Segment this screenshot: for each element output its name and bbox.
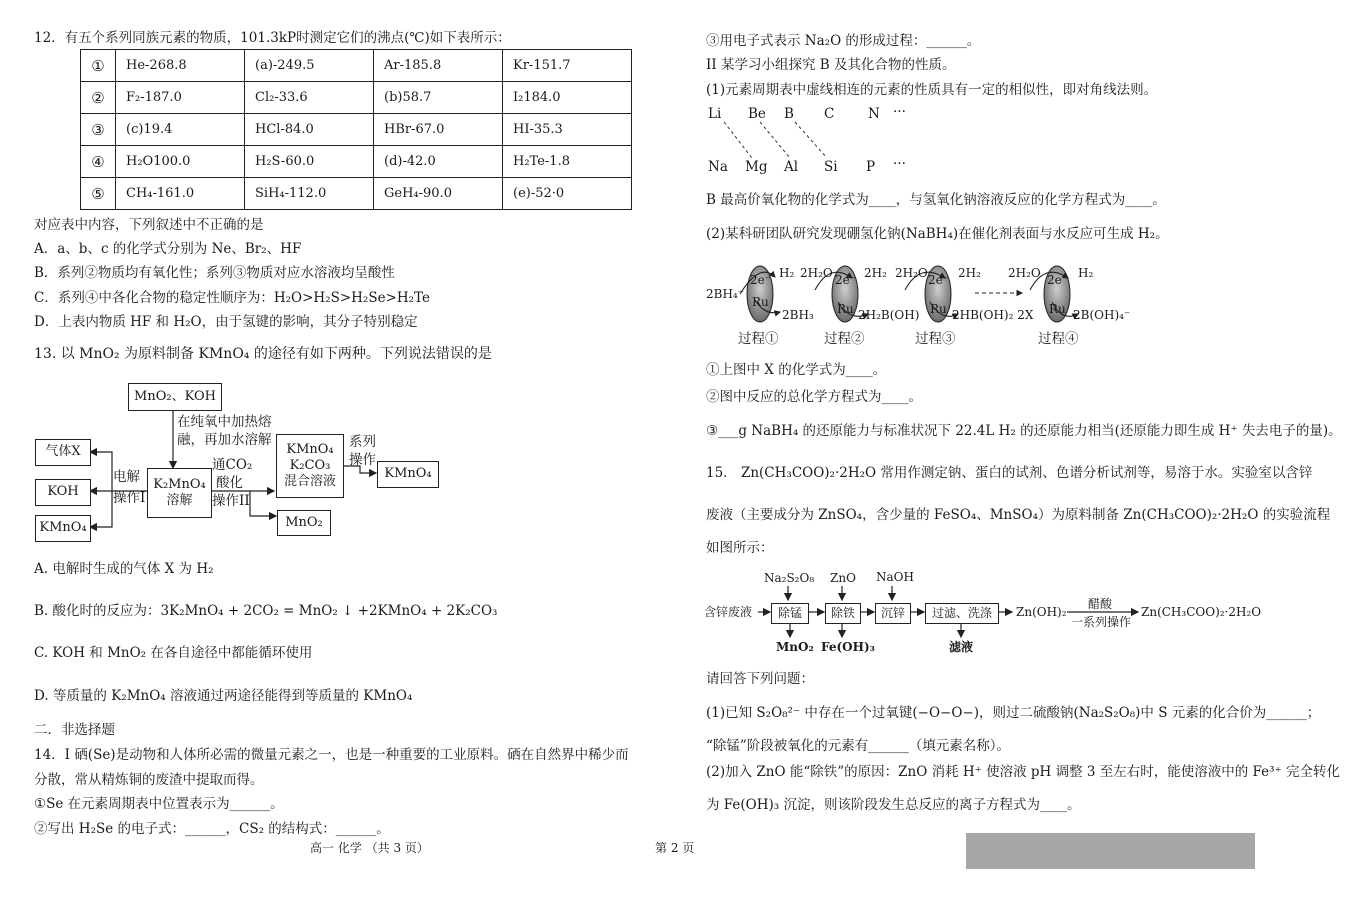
table-cell: F₂-187.0	[116, 82, 245, 114]
r-line-8: ③___g NaBH₄ 的还原能力与标准状况下 22.4L H₂ 的还原能力相当(还原能力即生成 H⁺ 失去电子的量)。	[706, 423, 1342, 439]
q14-line-4: ②写出 H₂Se 的电子式：______，CS₂ 的结构式：______。	[34, 821, 390, 837]
mech-ru-1: Ru	[752, 295, 769, 309]
q13-acidify: 酸化	[216, 475, 243, 491]
q13-co2: 通CO₂	[212, 457, 253, 473]
mech-ru-2: Ru	[837, 302, 854, 316]
q15-in-na2s2o8: Na₂S₂O₈	[764, 571, 815, 585]
table-cell: Ar-185.8	[374, 50, 503, 82]
table-cell: CH₄-161.0	[116, 178, 245, 210]
elem-n: N	[868, 106, 880, 122]
q12-option-b: B．系列②物质均有氧化性；系列③物质对应水溶液均呈酸性	[34, 265, 395, 281]
r-line-12: (2)加入 ZnO 能“除铁”的原因：ZnO 消耗 H⁺ 使溶液 pH 调整 3 至左右时，能使溶液中的 Fe³⁺ 完全转化	[706, 764, 1340, 780]
elem-mg: Mg	[745, 159, 768, 175]
mech-label-4: 过程④	[1038, 331, 1079, 347]
elem-ellipsis-1: ···	[893, 104, 906, 120]
table-cell: HI-35.3	[503, 114, 632, 146]
footer-left: 高一 化学 （共 3 页）	[310, 841, 429, 855]
table-cell: Kr-151.7	[503, 50, 632, 82]
q15-line-2: 废液（主要成分为 ZnSO₄，含少量的 FeSO₄、MnSO₄）为原料制备 Zn(CH₃COO)₂·2H₂O 的实验流程	[706, 507, 1331, 523]
q14-line-3: ①Se 在元素周期表中位置表示为______。	[34, 796, 284, 812]
r-line-3: (1)元素周期表中虚线相连的元素的性质具有一定的相似性，即对角线法则。	[706, 82, 1158, 98]
q13-mix-kmno4: KMnO₄	[286, 441, 334, 457]
table-cell: (c)19.4	[116, 114, 245, 146]
series-number: ④	[81, 146, 116, 178]
q12-stem: 12．有五个系列同族元素的物质，101.3kP时测定它们的沸点(℃)如下表所示：	[34, 30, 511, 46]
gray-redaction-block	[966, 833, 1255, 869]
q13-mix-k2co3: K₂CO₃	[289, 457, 331, 473]
mech-label-3: 过程③	[915, 331, 956, 347]
r-line-11: “除锰”阶段被氧化的元素有______（填元素名称）。	[706, 738, 1011, 754]
series-number: ①	[81, 50, 116, 82]
table-cell: (e)-52·0	[503, 178, 632, 210]
mech-e-3: 2e⁻	[928, 273, 950, 287]
table-cell: (a)-249.5	[245, 50, 374, 82]
r-line-2: II 某学习小组探究 B 及其化合物的性质。	[706, 57, 956, 73]
table-cell: HBr-67.0	[374, 114, 503, 146]
table-cell: SiH₄-112.0	[245, 178, 374, 210]
q13-box-mno2-koh: MnO₂、KOH	[128, 383, 222, 411]
q15-line-3: 如图所示：	[706, 540, 774, 556]
q13-box-gas-x: 气体X	[35, 439, 91, 466]
table-cell: H₂S-60.0	[245, 146, 374, 178]
q15-in-naoh: NaOH	[876, 570, 914, 584]
q13-box-kmno4-left: KMnO₄	[35, 515, 91, 542]
mech-ru-3: Ru	[930, 302, 947, 316]
q15-out-filtrate: 滤液	[949, 640, 974, 654]
r-line-5: (2)某科研团队研究发现硼氢化钠(NaBH₄)在催化剂表面与水反应可生成 H₂。	[706, 226, 1169, 242]
q15-box-mn: 除锰	[771, 603, 809, 624]
q15-box-zn: 沉锌	[875, 603, 911, 624]
q12-option-d: D．上表内物质 HF 和 H₂O，由于氢键的影响，其分子特别稳定	[34, 314, 418, 330]
q15-out-mno2: MnO₂	[776, 640, 814, 654]
r-line-1: ③用电子式表示 Na₂O 的形成过程：______。	[706, 33, 981, 49]
series-number: ③	[81, 114, 116, 146]
elem-al: Al	[784, 159, 799, 175]
table-cell: I₂184.0	[503, 82, 632, 114]
q12-question: 对应表中内容，下列叙述中不正确的是	[34, 217, 264, 233]
q13-box-mno2: MnO₂	[277, 510, 331, 536]
mech-ru-4: Ru	[1049, 302, 1066, 316]
mech-p3: 2HB(OH)₂ 2X	[952, 308, 1034, 322]
elem-c: C	[824, 106, 835, 122]
elem-ellipsis-2: ···	[893, 156, 906, 172]
mech-h2-1: H₂	[779, 266, 795, 280]
q15-start: 含锌废液	[704, 605, 753, 619]
q14-line-2: 分散，常从精炼铜的废渣中提取而得。	[34, 772, 264, 788]
table-cell: HCl-84.0	[245, 114, 374, 146]
q13-note-1: 在纯氧中加热熔	[177, 414, 272, 430]
elem-be: Be	[748, 106, 766, 122]
mech-label-2: 过程②	[824, 331, 865, 347]
mech-h2-2: 2H₂	[864, 266, 887, 280]
q13-dissolve-label: 溶解	[166, 493, 193, 508]
table-cell: H₂O100.0	[116, 146, 245, 178]
q15-znoh2: Zn(OH)₂	[1016, 605, 1067, 619]
q13-mix-solution: 混合溶液	[283, 474, 336, 490]
r-line-4: B 最高价氧化物的化学式为____，与氢氧化钠溶液反应的化学方程式为____。	[706, 192, 1166, 208]
mech-h2o-3: 2H₂O	[1008, 266, 1041, 280]
elem-p: P	[866, 159, 876, 175]
mech-h2o-2: 2H₂O	[895, 266, 928, 280]
mech-h2o-1: 2H₂O	[800, 266, 833, 280]
r-line-10: (1)已知 S₂O₈²⁻ 中存在一个过氧键(−O−O−)，则过二硫酸钠(Na₂S₂O₈)中 S 元素的化合价为______；	[706, 705, 1321, 721]
mech-label-1: 过程①	[738, 331, 779, 347]
r-line-13: 为 Fe(OH)₃ 沉淀，则该阶段发生总反应的离子方程式为____。	[706, 797, 1081, 813]
q15-ops: 一系列操作	[1071, 615, 1132, 629]
q15-box-filter: 过滤、洗涤	[925, 603, 999, 624]
elem-na: Na	[708, 159, 728, 175]
q13-operation-2: 操作II	[212, 493, 250, 509]
q13-option-a: A. 电解时生成的气体 X 为 H₂	[34, 561, 214, 577]
table-cell: Cl₂-33.6	[245, 82, 374, 114]
q13-note-2: 融，再加水溶解	[177, 432, 272, 448]
q15-out-feoh3: Fe(OH)₃	[821, 640, 875, 654]
q13-electrolysis: 电解	[113, 469, 140, 485]
r-line-6: ①上图中 X 的化学式为____。	[706, 362, 887, 378]
q13-box-kmno4-out: KMnO₄	[377, 461, 439, 488]
mech-p2: 2H₂B(OH)	[858, 308, 920, 322]
mech-p1: 2BH₃	[782, 308, 814, 322]
elem-b: B	[784, 106, 794, 122]
mech-start: 2BH₄⁻	[706, 287, 745, 301]
q12-option-c: C．系列④中各化合物的稳定性顺序为：H₂O>H₂S>H₂Se>H₂Te	[34, 290, 431, 306]
elem-li: Li	[708, 106, 722, 122]
q13-k2mno4-label: K₂MnO₄	[153, 476, 206, 492]
mech-h2-3: 2H₂	[958, 266, 981, 280]
r-line-9: 请回答下列问题：	[706, 671, 814, 687]
q15-in-zno: ZnO	[830, 571, 856, 585]
table-cell: H₂Te-1.8	[503, 146, 632, 178]
series-number: ②	[81, 82, 116, 114]
q15-product: Zn(CH₃COO)₂·2H₂O	[1141, 605, 1262, 619]
mech-e-1: 2e⁻	[750, 273, 772, 287]
page-number: 第 2 页	[655, 841, 695, 855]
r-line-7: ②图中反应的总化学方程式为____。	[706, 389, 922, 405]
mech-e-4: 2e⁻	[1047, 273, 1069, 287]
table-cell: (d)-42.0	[374, 146, 503, 178]
mech-e-2: 2e⁻	[835, 273, 857, 287]
table-cell: He-268.8	[116, 50, 245, 82]
q14-line-1: 14．I 硒(Se)是动物和人体所必需的微量元素之一，也是一种重要的工业原料。硒在自然界中稀少而	[34, 747, 629, 763]
q13-operation-series: 操作	[349, 452, 376, 468]
mech-p4: 2B(OH)₄⁻	[1073, 308, 1131, 322]
q13-stem: 13. 以 MnO₂ 为原料制备 KMnO₄ 的途径有如下两种。下列说法错误的是	[34, 346, 492, 362]
section-2-heading: 二．非选择题	[34, 722, 115, 738]
q15-line-1: 15． Zn(CH₃COO)₂·2H₂O 常用作测定钠、蛋白的试剂、色谱分析试剂等，易溶于水。实验室以含锌	[706, 465, 1313, 481]
series-number: ⑤	[81, 178, 116, 210]
table-cell: (b)58.7	[374, 82, 503, 114]
q13-operation-1: 操作I	[113, 490, 146, 506]
q13-option-b: B. 酸化时的反应为：3K₂MnO₄ + 2CO₂ = MnO₂ ↓ +2KMnO₄ + 2K₂CO₃	[34, 603, 498, 619]
mech-h2-4: H₂	[1078, 266, 1094, 280]
q13-option-d: D. 等质量的 K₂MnO₄ 溶液通过两途径能得到等质量的 KMnO₄	[34, 688, 413, 704]
q13-option-c: C. KOH 和 MnO₂ 在各自途径中都能循环使用	[34, 645, 313, 661]
elem-si: Si	[824, 159, 838, 175]
q15-acetic: 醋酸	[1088, 597, 1113, 611]
q13-series: 系列	[349, 434, 376, 450]
q12-option-a: A．a、b、c 的化学式分别为 Ne、Br₂、HF	[34, 241, 302, 257]
q13-box-koh: KOH	[35, 479, 91, 506]
table-cell: GeH₄-90.0	[374, 178, 503, 210]
q15-box-fe: 除铁	[825, 603, 861, 624]
